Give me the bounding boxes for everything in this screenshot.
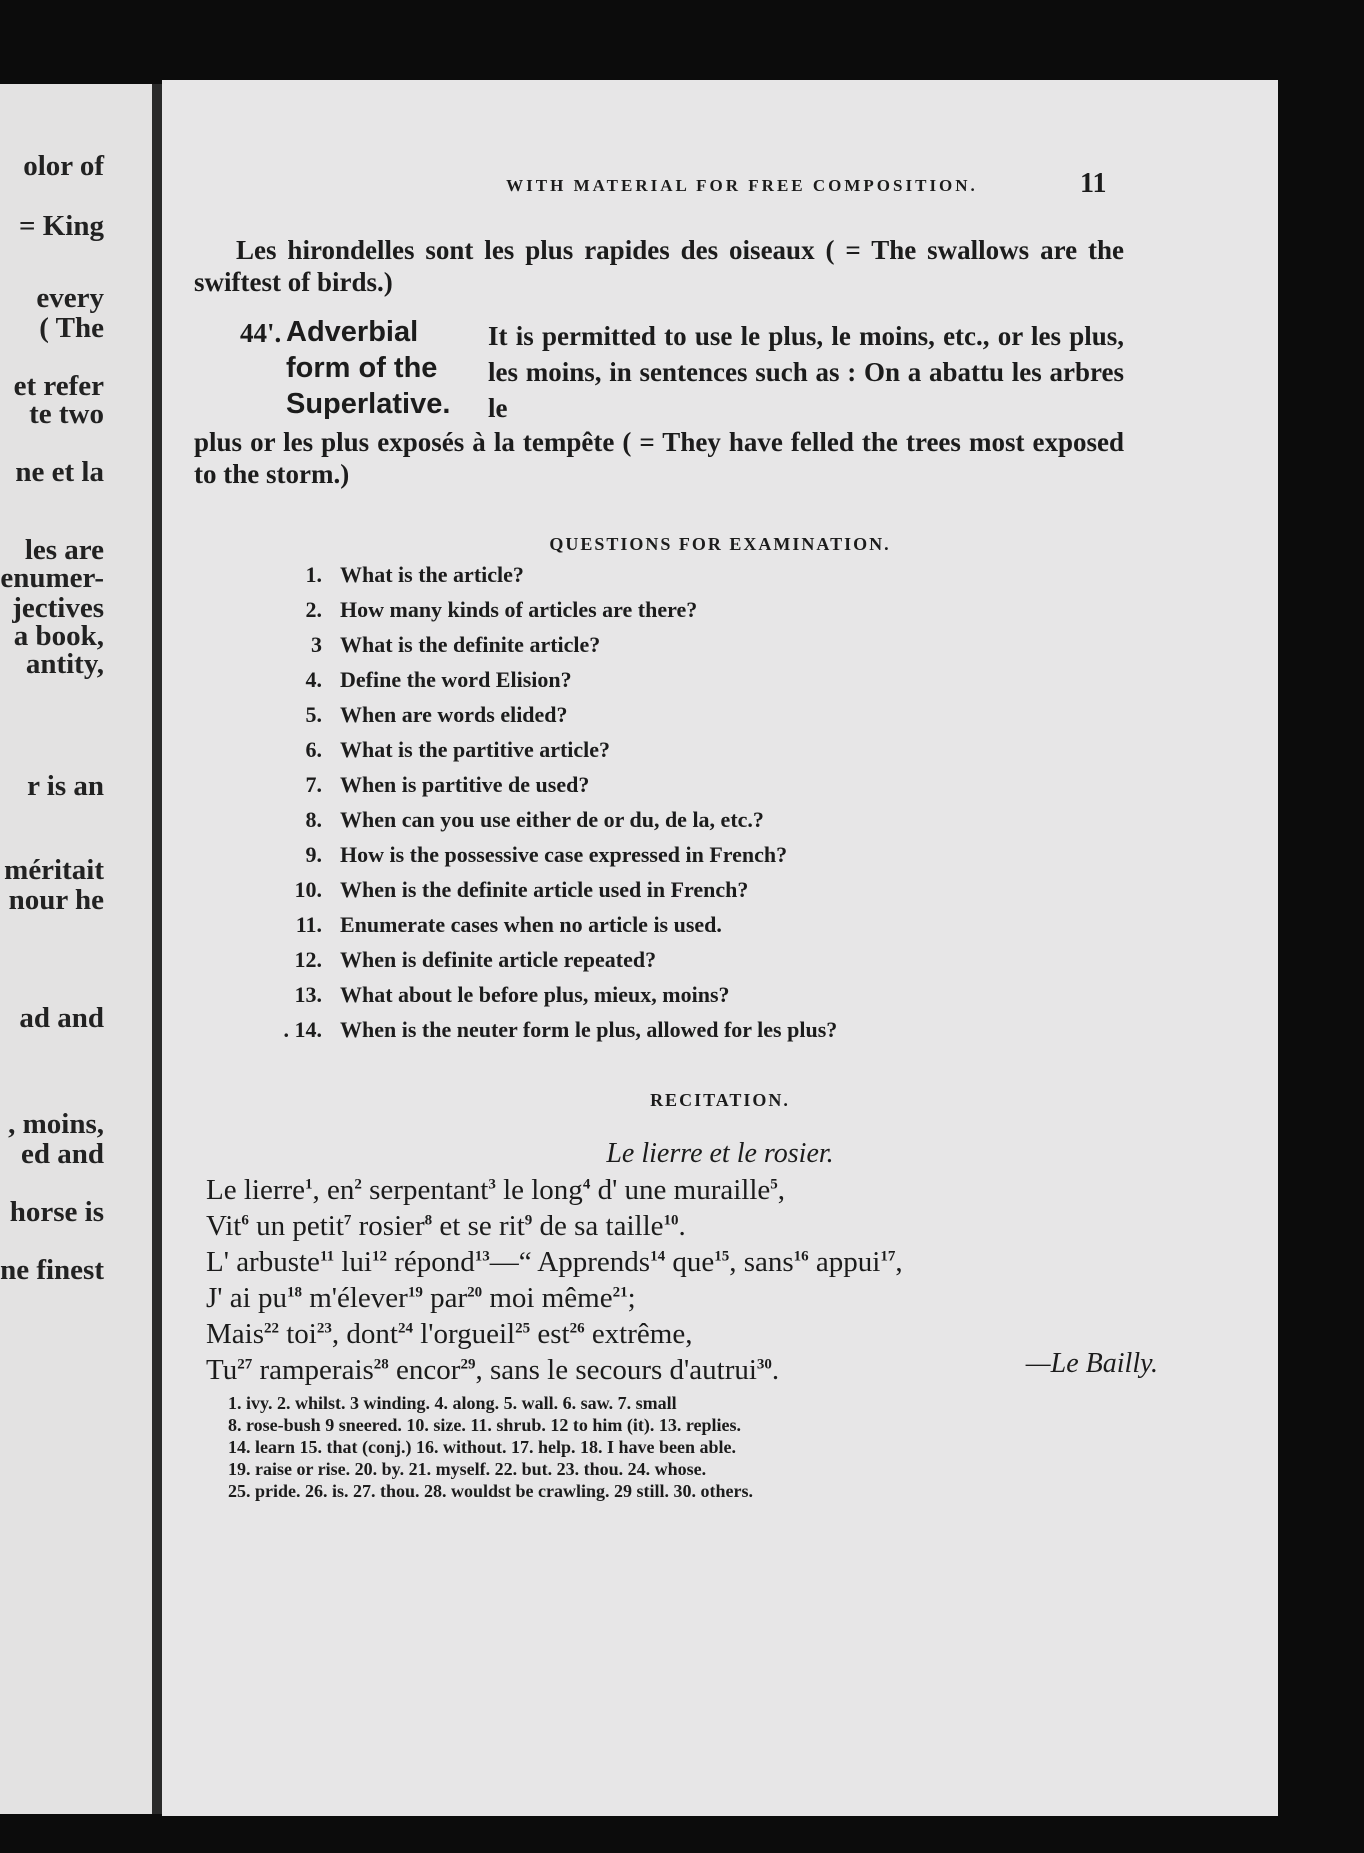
poem-text: l'orgueil [412, 1318, 516, 1350]
left-page-text-fragment: ( The [39, 312, 104, 344]
poem-text: moi même [482, 1282, 613, 1314]
poem-text: encor [388, 1354, 461, 1386]
footnote-marker: 30 [756, 1356, 772, 1373]
footnote-marker: 13 [474, 1248, 490, 1265]
left-page-text-fragment: ed and [20, 1138, 104, 1170]
poem-text: , sans le secours d'autrui [475, 1354, 757, 1386]
footnote-marker: 23 [316, 1320, 332, 1337]
question-number: 9. [305, 842, 322, 867]
footnote-line: 1. ivy. 2. whilst. 3 winding. 4. along. 5. wall. 6. saw. 7. small [228, 1393, 677, 1413]
poem-attribution: —Le Bailly. [1025, 1348, 1158, 1379]
poem-text: m'élever [301, 1282, 408, 1314]
question-item [162, 597, 1278, 633]
poem-text: un petit [248, 1210, 344, 1242]
book-gutter [152, 84, 162, 1814]
question-text: When is definite article repeated? [340, 947, 657, 972]
poem-text: de sa taille [532, 1210, 664, 1242]
poem-text: Tu [206, 1354, 238, 1386]
left-page-text-fragment: antity, [25, 648, 104, 680]
question-number: 6. [305, 737, 322, 762]
footnote-line: 8. rose-bush 9 sneered. 10. size. 11. shrub. 12 to him (it). 13. replies. [228, 1415, 742, 1435]
poem-text: —“ Apprends [489, 1246, 651, 1278]
poem-text: ramperais [252, 1354, 374, 1386]
footnote-marker: 9 [524, 1212, 533, 1229]
poem-line [206, 1354, 1106, 1390]
left-page-text-fragment: horse is [9, 1196, 104, 1228]
section-number: 44'. [240, 318, 282, 348]
left-page-text-fragment: jectives [12, 592, 104, 624]
footnote-marker: 21 [612, 1284, 628, 1301]
section-continuation: plus or les plus exposés à la tempête ( = They have felled the trees most exposed to the storm.) [194, 427, 1124, 489]
left-page-text-fragment: te two [29, 398, 104, 430]
question-item [162, 562, 1278, 598]
left-page-text-fragment: every [36, 282, 104, 314]
running-header: WITH MATERIAL FOR FREE COMPOSITION. [506, 176, 978, 195]
footnote-marker: 14 [650, 1248, 666, 1265]
poem-text: est [530, 1318, 570, 1350]
question-item [162, 842, 1278, 878]
footnote-marker: 1 [305, 1176, 313, 1193]
poem-text: serpentant [361, 1174, 489, 1206]
question-number: 11. [295, 912, 322, 937]
section-title: Adverbial form of the Superlative. [286, 316, 451, 420]
poem-line [206, 1174, 1106, 1210]
poem-text: , [895, 1246, 903, 1278]
footnote-marker: 16 [793, 1248, 809, 1265]
footnote-line: 14. learn 15. that (conj.) 16. without. 17. help. 18. I have been able. [228, 1437, 736, 1457]
footnotes [228, 1392, 1068, 1502]
left-page-text-fragment: les are [24, 534, 104, 566]
poem-text: par [422, 1282, 468, 1314]
footnote-marker: 18 [286, 1284, 302, 1301]
footnote-marker: 4 [582, 1176, 591, 1193]
question-number: 12. [294, 947, 322, 972]
question-number: . 14. [283, 1017, 322, 1042]
footnote-marker: 27 [237, 1356, 253, 1373]
left-page-fragment [0, 84, 152, 1814]
question-text: When is the definite article used in French? [340, 877, 749, 902]
left-page-text-fragment: ne et la [15, 456, 104, 488]
intro-paragraph: Les hirondelles sont les plus rapides des oiseaux ( = The swallows are the swiftest of birds.) [194, 235, 1124, 297]
question-item [162, 947, 1278, 983]
question-item [162, 807, 1278, 843]
recitation-heading: RECITATION. [650, 1090, 790, 1110]
poem-text: Le lierre [206, 1174, 306, 1206]
question-item [162, 912, 1278, 948]
question-text: What about le before plus, mieux, moins? [340, 982, 730, 1007]
poem-title: Le lierre et le rosier. [606, 1138, 834, 1169]
poem-text: et se rit [432, 1210, 525, 1242]
left-page-text-fragment: olor of [23, 150, 104, 182]
poem-text: , en [312, 1174, 355, 1206]
poem-text: ; [627, 1282, 636, 1314]
footnote-marker: 26 [569, 1320, 585, 1337]
poem-text: Mais [206, 1318, 264, 1350]
footnote-marker: 25 [515, 1320, 531, 1337]
poem-text: appui [808, 1246, 881, 1278]
left-page-text-fragment: , moins, [8, 1108, 104, 1140]
footnote-marker: 10 [663, 1212, 679, 1229]
footnote-marker: 20 [467, 1284, 483, 1301]
footnote-marker: 15 [714, 1248, 730, 1265]
question-number: 8. [305, 807, 322, 832]
question-number: 1. [305, 562, 322, 587]
question-number: 13. [294, 982, 322, 1007]
page-number: 11 [1080, 168, 1107, 199]
left-page-text-fragment: nour he [8, 884, 104, 916]
footnote-marker: 19 [407, 1284, 423, 1301]
footnote-marker: 7 [343, 1212, 352, 1229]
footnote-marker: 6 [241, 1212, 249, 1229]
poem-line [206, 1318, 1106, 1354]
footnote-marker: 17 [880, 1248, 896, 1265]
footnote-marker: 2 [354, 1176, 362, 1193]
footnote-marker: 5 [770, 1176, 778, 1193]
poem-text: toi [279, 1318, 317, 1350]
poem-text: , [777, 1174, 786, 1206]
question-number: 5. [305, 702, 322, 727]
question-text: Define the word Elision? [340, 667, 572, 692]
left-page-text-fragment: ad and [19, 1002, 104, 1034]
left-page-text-fragment: r is an [27, 770, 104, 802]
poem-text: J' ai pu [206, 1282, 287, 1314]
question-number: 10. [294, 877, 322, 902]
poem-text: d' une muraille [590, 1174, 771, 1206]
question-item [162, 702, 1278, 738]
poem-text: lui [334, 1246, 372, 1278]
footnote-marker: 28 [373, 1356, 389, 1373]
question-item [162, 632, 1278, 668]
question-text: How many kinds of articles are there? [340, 597, 698, 622]
footnote-marker: 8 [424, 1212, 433, 1229]
footnote-line: 19. raise or rise. 20. by. 21. myself. 22. but. 23. thou. 24. whose. [228, 1459, 707, 1479]
poem-text: Vit [206, 1210, 242, 1242]
poem-text: le long [495, 1174, 583, 1206]
question-text: When is partitive de used? [340, 772, 590, 797]
left-page-text-fragment: et refer [13, 370, 104, 402]
question-item [162, 1017, 1278, 1053]
question-text: When are words elided? [340, 702, 568, 727]
left-page-text-fragment: méritait [4, 854, 104, 886]
question-number: 4. [305, 667, 322, 692]
question-item [162, 737, 1278, 773]
right-page [162, 80, 1278, 1816]
question-item [162, 772, 1278, 808]
poem-text: . [678, 1210, 686, 1242]
footnote-marker: 29 [460, 1356, 476, 1373]
poem-text: répond [387, 1246, 475, 1278]
poem-text: rosier [351, 1210, 425, 1242]
section-body: It is permitted to use le plus, le moins, etc., or les plus, les moins, in sentences such as : On a abattu les arbres le [488, 321, 1124, 423]
question-item [162, 982, 1278, 1018]
footnote-marker: 24 [397, 1320, 413, 1337]
poem-line [206, 1210, 1106, 1246]
question-text: When can you use either de or du, de la, etc.? [340, 807, 764, 832]
footnote-marker: 11 [319, 1248, 335, 1265]
question-text: What is the definite article? [340, 632, 601, 657]
question-item [162, 667, 1278, 703]
poem-line [206, 1246, 1106, 1282]
footnote-marker: 22 [264, 1320, 279, 1337]
question-text: What is the article? [340, 562, 524, 587]
poem-text: , sans [729, 1246, 794, 1278]
question-number: 2. [305, 597, 322, 622]
poem-line [206, 1282, 1106, 1318]
left-page-text-fragment: = King [18, 210, 104, 242]
poem-text: L' arbuste [206, 1246, 320, 1278]
poem-text: , dont [331, 1318, 398, 1350]
question-text: How is the possessive case expressed in French? [340, 842, 788, 867]
left-page-text-fragment: ne finest [0, 1254, 104, 1286]
question-text: When is the neuter form le plus, allowed for les plus? [340, 1017, 838, 1042]
question-number: 3 [311, 632, 322, 657]
footnote-line: 25. pride. 26. is. 27. thou. 28. wouldst be crawling. 29 still. 30. others. [228, 1481, 754, 1501]
question-item [162, 877, 1278, 913]
questions-heading: QUESTIONS FOR EXAMINATION. [549, 534, 891, 554]
poem-text: . [771, 1354, 780, 1386]
poem-text: que [665, 1246, 715, 1278]
poem-text: extrême, [584, 1318, 693, 1350]
question-text: Enumerate cases when no article is used. [340, 912, 722, 937]
left-page-text-fragment: enumer- [0, 562, 104, 594]
footnote-marker: 3 [488, 1176, 496, 1193]
question-text: What is the partitive article? [340, 737, 611, 762]
left-page-text-fragment: a book, [13, 620, 104, 652]
poem [206, 1174, 1106, 1390]
footnote-marker: 12 [372, 1248, 387, 1265]
question-number: 7. [305, 772, 322, 797]
